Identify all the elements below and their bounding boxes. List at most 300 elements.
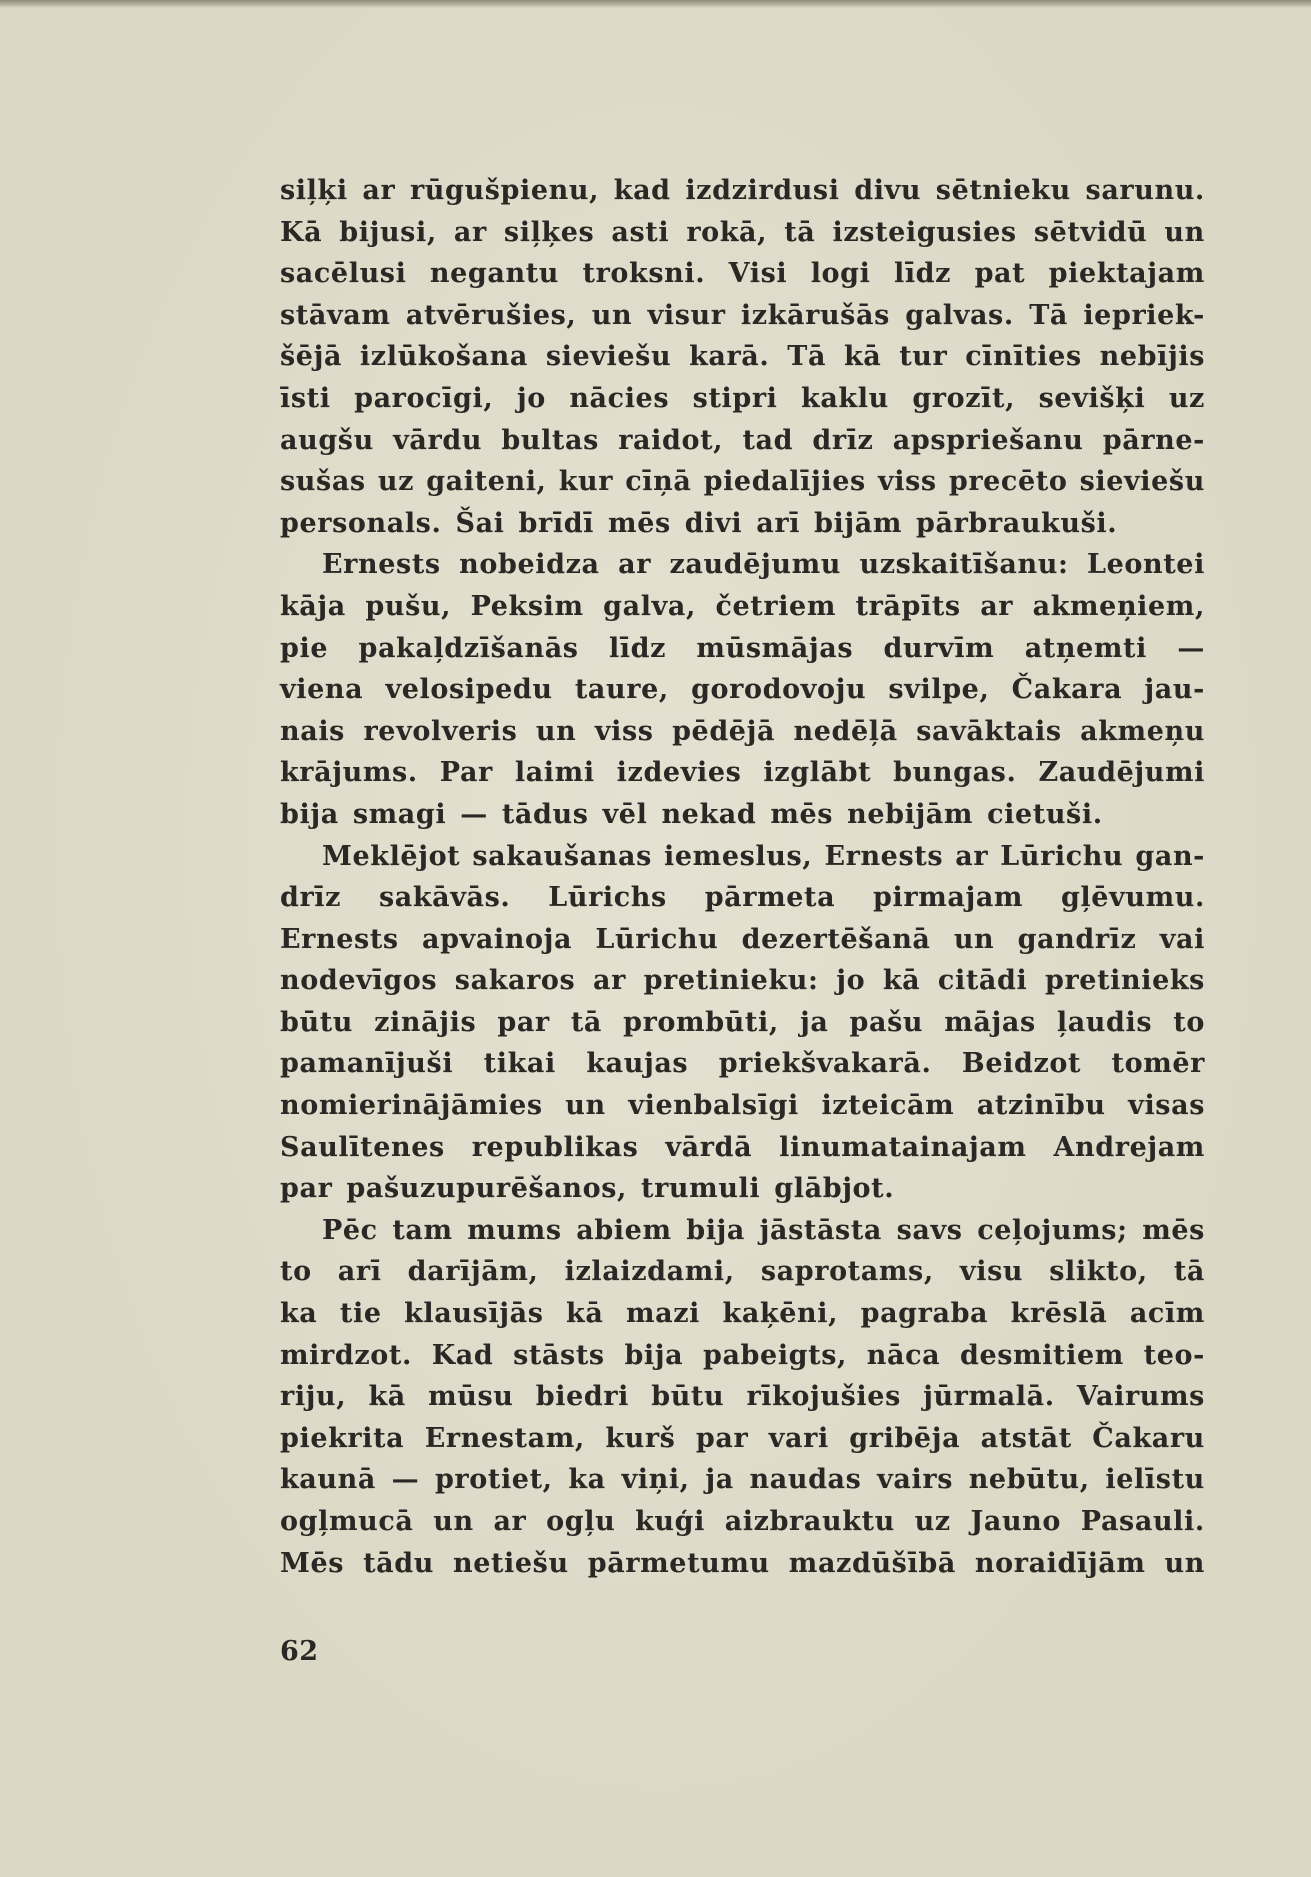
text-line (280, 836, 1205, 878)
text-line (280, 877, 1205, 919)
text-line (280, 378, 1205, 420)
word: kā (566, 1298, 604, 1330)
word: aizbrauktu (724, 1506, 895, 1537)
word: ar (593, 965, 626, 997)
word: precēto (948, 466, 1068, 498)
text-line (280, 1501, 1205, 1543)
word: par (497, 1006, 550, 1038)
word: darījām, (407, 1256, 539, 1288)
word: gandrīz (1017, 923, 1137, 955)
word: nomierinājāmies (280, 1090, 543, 1122)
word: kaujas (586, 1048, 689, 1080)
word: mājas (944, 1006, 1036, 1038)
word: tad (742, 424, 794, 456)
word: tādus (501, 798, 589, 830)
word: vari (768, 1422, 829, 1454)
word: un (565, 1090, 606, 1122)
word: vai (1159, 923, 1205, 955)
word: gaiteni, (426, 466, 547, 498)
text-line (280, 1002, 1205, 1044)
word: pašuzupurēšanos, (346, 1173, 628, 1205)
word: Ernests (322, 549, 441, 581)
word: viss (877, 466, 937, 498)
word: ar (955, 840, 989, 872)
word: Mēs (280, 1547, 345, 1579)
word: Meklējot (322, 840, 461, 872)
word: saprotams, (760, 1256, 934, 1288)
word: sakāvās. (378, 882, 511, 914)
word: ar (980, 590, 1014, 622)
text-line (280, 1251, 1205, 1293)
word: republikas (471, 1131, 639, 1163)
word: Čakara (1011, 674, 1123, 706)
word: apvainoja (421, 923, 573, 955)
word: logi (810, 258, 871, 290)
word: Čakaru (1092, 1422, 1205, 1454)
word: arī (337, 1256, 382, 1288)
word: jau- (1144, 674, 1205, 706)
word: tādu (363, 1547, 434, 1579)
word: rūgušpienu, (409, 175, 600, 206)
word: galvas. (905, 299, 1014, 331)
word: gļēvumu. (1060, 882, 1205, 914)
word: piektajam (1048, 258, 1205, 290)
word: tam (392, 1214, 453, 1246)
word: Tā (787, 341, 827, 373)
word: ar (453, 216, 487, 248)
text-line (280, 586, 1205, 628)
word: kur (558, 466, 614, 498)
word: uz (377, 466, 415, 498)
word: krājums. (280, 757, 418, 789)
word: ogļu (546, 1506, 616, 1537)
word: klausījās (404, 1298, 544, 1330)
word: izlaizdami, (564, 1256, 735, 1288)
body-text (280, 170, 1205, 1584)
word: Kad (431, 1339, 494, 1371)
word: ar (362, 175, 396, 206)
text-line (280, 1210, 1205, 1252)
word: vairs (877, 1464, 954, 1496)
word: zinājis (374, 1006, 477, 1038)
word: sieviešu (545, 341, 672, 373)
word: iepriek- (1083, 299, 1205, 331)
word: jāstāsta (759, 1214, 883, 1246)
text-line (280, 420, 1205, 462)
word: kā (368, 1381, 406, 1413)
text-line (280, 336, 1205, 378)
word: izglābt (763, 757, 872, 789)
text-line (280, 794, 1205, 836)
word: pušu, (365, 590, 452, 622)
word: visas (1128, 1090, 1205, 1122)
word: mirdzot. (280, 1339, 412, 1371)
word: būtu (280, 1006, 354, 1038)
word: augšu (280, 424, 374, 456)
text-line (280, 544, 1205, 586)
word: Pasauli. (1080, 1506, 1205, 1537)
word: pašu (849, 1006, 924, 1038)
word: stāsts (513, 1339, 605, 1371)
word: atzinību (976, 1090, 1106, 1122)
word: gan- (1135, 840, 1205, 872)
word: pretinieku: (643, 965, 819, 997)
word: pēdējā (672, 715, 776, 747)
text-line (280, 1168, 1205, 1210)
word: kāja (280, 590, 346, 622)
word: tomēr (1111, 1048, 1205, 1080)
word: pat (974, 258, 1026, 290)
word: riju, (280, 1381, 347, 1413)
word: tā (570, 1006, 603, 1038)
text-line (280, 212, 1205, 254)
word: Vairums (1076, 1381, 1205, 1413)
word: Lūrichu (595, 923, 719, 955)
word: ogļmucā (280, 1506, 414, 1537)
word: visu (959, 1256, 1024, 1288)
word: stāvam (280, 299, 391, 331)
word: akmeņu (1080, 715, 1205, 747)
word: nācies (569, 382, 670, 414)
word: Pēc (322, 1214, 378, 1246)
word: īsti (280, 382, 331, 414)
text-line (280, 1418, 1205, 1460)
word: zaudējumu (669, 549, 841, 581)
word: izkārušās (740, 299, 890, 331)
text-line (280, 1085, 1205, 1127)
word: šējā (280, 341, 343, 373)
word: Ernests (280, 923, 399, 955)
text-line (280, 1043, 1205, 1085)
word: sieviešu (1079, 466, 1205, 498)
word: izteicām (821, 1090, 955, 1122)
word: drīz (280, 882, 342, 914)
word: abiem (576, 1214, 672, 1246)
word: nebijām (847, 798, 974, 830)
word: pārmeta (704, 882, 836, 914)
word: uz (1168, 382, 1205, 414)
word: pirmajam (873, 882, 1024, 914)
word: nāca (866, 1339, 941, 1371)
word: pārne- (1102, 424, 1205, 456)
word: tie (339, 1298, 382, 1330)
word: jo (516, 382, 546, 414)
word: izdzirdusi (685, 175, 840, 206)
word: Andrejam (1053, 1131, 1205, 1163)
word: cietuši. (987, 798, 1103, 830)
word: linumatainajam (779, 1131, 1027, 1163)
word: par (695, 1422, 749, 1454)
word: karā. (689, 341, 770, 373)
word: Ernestam, (424, 1422, 585, 1454)
word: vienbalsīgi (628, 1090, 799, 1122)
word: acīm (1129, 1298, 1205, 1330)
word: savs (896, 1214, 963, 1246)
text-line (280, 1376, 1205, 1418)
text-line (280, 960, 1205, 1002)
word: akmeņiem, (1032, 590, 1205, 622)
word: sētnieku (935, 175, 1071, 206)
word: personals. (280, 507, 442, 539)
word: kaunā (280, 1464, 376, 1496)
word: mūsu (428, 1381, 514, 1413)
word: pie (280, 632, 329, 664)
word: sušas (280, 466, 366, 498)
word: to (1173, 1006, 1205, 1038)
word: trāpīts (855, 590, 961, 622)
word: Saulītenes (280, 1131, 445, 1163)
text-line (280, 295, 1205, 337)
word: kaklu (801, 382, 889, 414)
word: kā (843, 341, 882, 373)
word: par (280, 1173, 333, 1205)
word: Leontei (1087, 549, 1205, 581)
word: nebījis (1099, 341, 1205, 373)
text-line (280, 628, 1205, 670)
word: svilpe, (888, 674, 990, 706)
word: priekšvakarā. (718, 1048, 932, 1080)
word: iemeslus, (664, 840, 813, 872)
word: ka (280, 1298, 318, 1330)
word: protiet, (434, 1464, 553, 1496)
word: kā (882, 965, 921, 997)
word: un (953, 923, 995, 955)
word: — (460, 798, 488, 830)
word: ka (568, 1464, 606, 1496)
word: līdz (608, 632, 667, 664)
word: teo- (1143, 1339, 1205, 1371)
word: nebūtu, (968, 1464, 1090, 1496)
word: siļķi (280, 175, 348, 206)
word: — (1177, 632, 1205, 664)
word: vārdā (665, 1131, 753, 1163)
word: to (280, 1256, 312, 1288)
word: ja (705, 1464, 734, 1496)
word: tikai (483, 1048, 556, 1080)
word: vārdu (393, 424, 483, 456)
word: bijām (814, 507, 903, 539)
word: bijusi, (339, 216, 437, 248)
word: apspriešanu (892, 424, 1084, 456)
word: mazdūšībā (788, 1547, 956, 1579)
word: bija (624, 1339, 684, 1371)
text-line (280, 1335, 1205, 1377)
text-line (280, 711, 1205, 753)
word: laimi (514, 757, 595, 789)
word: izdevies (616, 757, 742, 789)
word: smagi (352, 798, 447, 830)
word: taure, (574, 674, 669, 706)
word: brīdī (518, 507, 595, 539)
text-line (280, 752, 1205, 794)
word: raidot, (618, 424, 724, 456)
word: ļaudis (1056, 1006, 1153, 1038)
word: mēs (770, 798, 834, 830)
word: atņemti (1024, 632, 1147, 664)
text-line (280, 461, 1205, 503)
word: mēs (1142, 1214, 1205, 1246)
word: naudas (749, 1464, 862, 1496)
word: piedalījies (703, 466, 866, 498)
word: līdz (893, 258, 952, 290)
word: netiešu (452, 1547, 569, 1579)
word: uz (914, 1506, 951, 1537)
word: kad (613, 175, 671, 206)
word: vēl (602, 798, 648, 830)
word: nobeidza (459, 549, 600, 581)
word: viena (280, 674, 364, 706)
word: izsteigusies (832, 216, 1017, 248)
word: būtu (651, 1381, 725, 1413)
word: desmitiem (959, 1339, 1124, 1371)
word: rokā, (686, 216, 768, 248)
word: stipri (692, 382, 778, 414)
word: dezertēšanā (741, 923, 931, 955)
word: ielīstu (1105, 1464, 1205, 1496)
word: drīz (812, 424, 874, 456)
word: — (391, 1464, 420, 1496)
word: nais (280, 715, 345, 747)
word: bija (280, 798, 339, 830)
text-line (280, 669, 1205, 711)
word: savāktais (916, 715, 1062, 747)
word: citādi (937, 965, 1028, 997)
word: un (535, 715, 577, 747)
word: ar (493, 1506, 527, 1537)
word: prombūti, (623, 1006, 779, 1038)
word: Kā (280, 216, 323, 248)
word: sakaros (454, 965, 576, 997)
word: cīņā (625, 466, 692, 498)
word: nedēļā (793, 715, 898, 747)
word: izlūkošana (359, 341, 528, 373)
word: sarunu. (1085, 175, 1205, 206)
text-line (280, 503, 1205, 545)
word: ar (618, 549, 652, 581)
word: rīkojušies (746, 1381, 901, 1413)
word: pakaļdzīšanās (358, 632, 579, 664)
word: visur (647, 299, 726, 331)
text-line (280, 1543, 1205, 1585)
word: nekad (661, 798, 757, 830)
word: mūsmājas (696, 632, 854, 664)
text-line (280, 170, 1205, 212)
word: un (1164, 216, 1205, 248)
word: velosipedu (385, 674, 553, 706)
word: slikto, (1049, 1256, 1148, 1288)
word: Tā (1029, 299, 1068, 331)
word: bungas. (893, 757, 1017, 789)
word: mazi (625, 1298, 701, 1330)
word: ja (799, 1006, 829, 1038)
word: pārbraukuši. (916, 507, 1118, 539)
word: trumuli (641, 1173, 761, 1205)
word: pārmetumu (587, 1547, 770, 1579)
word: un (1164, 1547, 1205, 1579)
word: noraidījām (974, 1547, 1146, 1579)
word: gribēja (849, 1422, 961, 1454)
word: sevišķi (1038, 382, 1146, 414)
word: Lūrichs (548, 882, 667, 914)
page-top-edge (0, 0, 1311, 8)
word: piekrita (280, 1422, 405, 1454)
text-line (280, 1459, 1205, 1501)
word: parocīgi, (354, 382, 494, 414)
word: sakaušanas (472, 840, 652, 872)
word: viņi, (621, 1464, 690, 1496)
word: Peksim (470, 590, 584, 622)
text-line (280, 919, 1205, 961)
word: troksni. (582, 258, 706, 290)
word: bija (686, 1214, 746, 1246)
word: siļķes (503, 216, 595, 248)
word: mēs (608, 507, 671, 539)
word: Lūrichu (1000, 840, 1124, 872)
word: četriem (715, 590, 837, 622)
word: Visi (728, 258, 788, 290)
word: biedri (535, 1381, 630, 1413)
word: mums (467, 1214, 562, 1246)
page-number: 62 (280, 1636, 319, 1667)
word: kurš (605, 1422, 676, 1454)
word: kaķēni, (722, 1298, 839, 1330)
word: pretinieks (1044, 965, 1205, 997)
word: bultas (501, 424, 599, 456)
word: Jauno (970, 1506, 1062, 1537)
word: Zaudējumi (1038, 757, 1205, 789)
word: viss (594, 715, 654, 747)
word: pabeigts, (702, 1339, 848, 1371)
word: gorodovoju (691, 674, 867, 706)
word: asti (611, 216, 670, 248)
word: durvīm (883, 632, 995, 664)
word: glābjot. (774, 1173, 895, 1205)
word: uzskaitīšanu: (859, 549, 1069, 581)
word: krēslā (1010, 1298, 1108, 1330)
word: Par (439, 757, 493, 789)
word: jūrmalā. (923, 1381, 1055, 1413)
word: Šai (455, 507, 505, 539)
word: sētvidū (1033, 216, 1148, 248)
word: tur (899, 341, 948, 373)
word: un (591, 299, 633, 331)
word: pamanījuši (280, 1048, 454, 1080)
text-line (280, 253, 1205, 295)
word: tā (1173, 1256, 1205, 1288)
word: atstāt (980, 1422, 1072, 1454)
word: sacēlusi (280, 258, 407, 290)
word: arī (756, 507, 801, 539)
word: galva, (603, 590, 696, 622)
word: cīnīties (965, 341, 1082, 373)
word: un (433, 1506, 474, 1537)
word: divu (854, 175, 922, 206)
word: divi (684, 507, 743, 539)
word: jo (836, 965, 866, 997)
text-line (280, 1127, 1205, 1169)
word: tā (784, 216, 816, 248)
word: kuģi (635, 1506, 705, 1537)
word: grozīt, (912, 382, 1016, 414)
word: Beidzot (961, 1048, 1082, 1080)
word: ceļojums; (977, 1214, 1128, 1246)
word: atvērušies, (405, 299, 577, 331)
word: pagraba (860, 1298, 989, 1330)
word: nodevīgos (280, 965, 438, 997)
word: Ernests (824, 840, 944, 872)
text-line (280, 1293, 1205, 1335)
word: negantu (429, 258, 560, 290)
